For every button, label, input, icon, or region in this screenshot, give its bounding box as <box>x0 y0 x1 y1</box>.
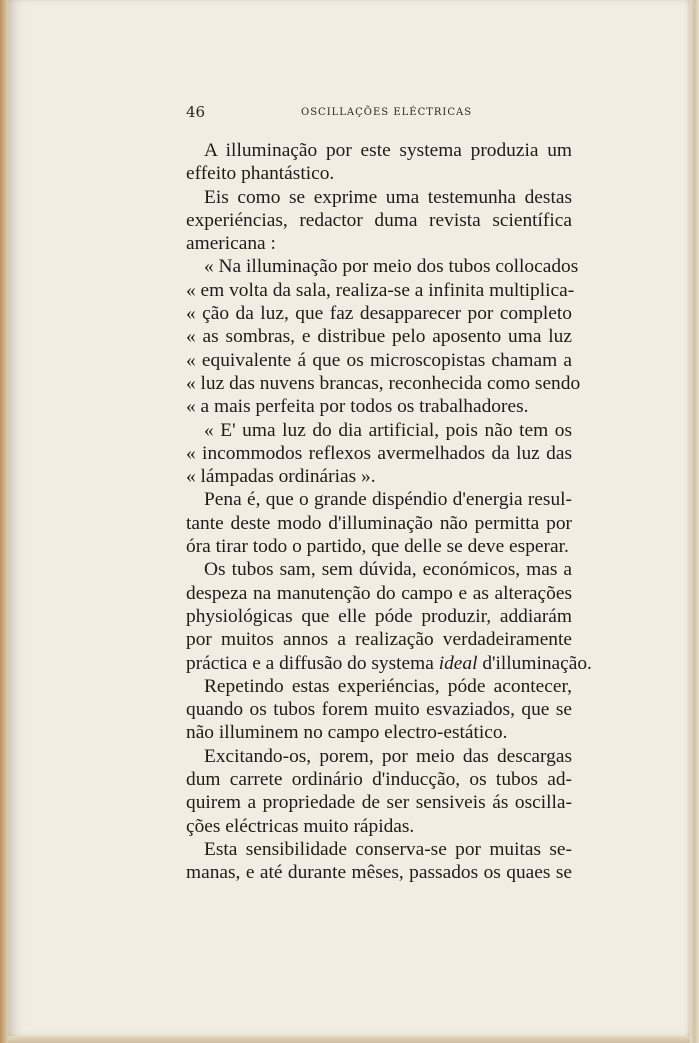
body-text <box>186 139 592 885</box>
text-line: óra tirar todo o partido, que delle se deve esperar. <box>186 536 569 558</box>
text-line: « em volta da sala, realiza-se a infinita multiplica- <box>186 279 575 301</box>
text-line: « as sombras, e distribue pelo aposento uma luz <box>186 326 572 348</box>
text-line: por muitos annos a realização verdadeiramente <box>186 629 572 651</box>
text-line: ções eléctricas muito rápidas. <box>186 815 415 837</box>
text-line: effeito phantástico. <box>186 163 335 185</box>
text-line: despeza na manutenção do campo e as alterações <box>186 582 572 604</box>
text-line: Esta sensibilidade conserva-se por muitas se- <box>204 838 572 860</box>
text-line: experiéncias, redactor duma revista scientífica <box>186 209 572 231</box>
text-line: physiológicas que elle póde produzir, addiarám <box>186 605 572 627</box>
page-edge-right <box>690 0 699 1043</box>
text-segment: d'illuminação. <box>477 652 592 674</box>
page-header <box>186 103 578 125</box>
text-line: tante deste modo d'illuminação não permitta por <box>186 512 572 534</box>
text-line: Pena é, que o grande dispéndio d'energia resul- <box>204 489 572 511</box>
text-line: « incommodos reflexos avermelhados da luz das <box>186 442 572 464</box>
text-line: não illuminem no campo electro-estático. <box>186 722 508 744</box>
text-line: Repetindo estas experiéncias, póde acontecer, <box>204 675 572 697</box>
text-line: « Na illuminação por meio dos tubos collocados <box>204 256 579 278</box>
text-line: « lámpadas ordinárias ». <box>186 466 376 488</box>
text-segment: práctica e a diffusão do systema <box>186 652 439 674</box>
text-line: « E' uma luz do dia artificial, pois não tem os <box>204 419 572 441</box>
text-line: quando os tubos forem muito esvaziados, que se <box>186 699 572 721</box>
text-line: « a mais perfeita por todos os trabalhadores. <box>186 396 529 418</box>
text-line: A illuminação por este systema produzia um <box>204 140 572 161</box>
text-line: dum carrete ordinário d'inducção, os tubos ad- <box>186 769 572 791</box>
text-line: Eis como se exprime uma testemunha destas <box>204 186 572 208</box>
text-line: « ção da luz, que faz desapparecer por completo <box>186 303 572 325</box>
text-line: Excitando-os, porem, por meio das descargas <box>204 745 572 767</box>
running-title: OSCILLAÇÕES ELÉCTRICAS <box>301 107 473 118</box>
text-line: « luz das nuvens brancas, reconhecida como sendo <box>186 372 581 394</box>
page-edge-bottom <box>8 1036 690 1043</box>
italic-word: ideal <box>438 652 478 674</box>
page-edge-left <box>0 0 8 1043</box>
text-line: « equivalente á que os microscopistas chamam a <box>186 349 572 371</box>
text-line: Os tubos sam, sem dúvida, económicos, mas a <box>204 559 572 581</box>
text-line: manas, e até durante mêses, passados os quaes se <box>186 862 572 884</box>
text-line: quirem a propriedade de ser sensiveis ás oscilla- <box>186 792 572 814</box>
text-line: americana : <box>186 233 276 255</box>
text-line <box>186 652 592 675</box>
page-number: 46 <box>186 103 206 121</box>
